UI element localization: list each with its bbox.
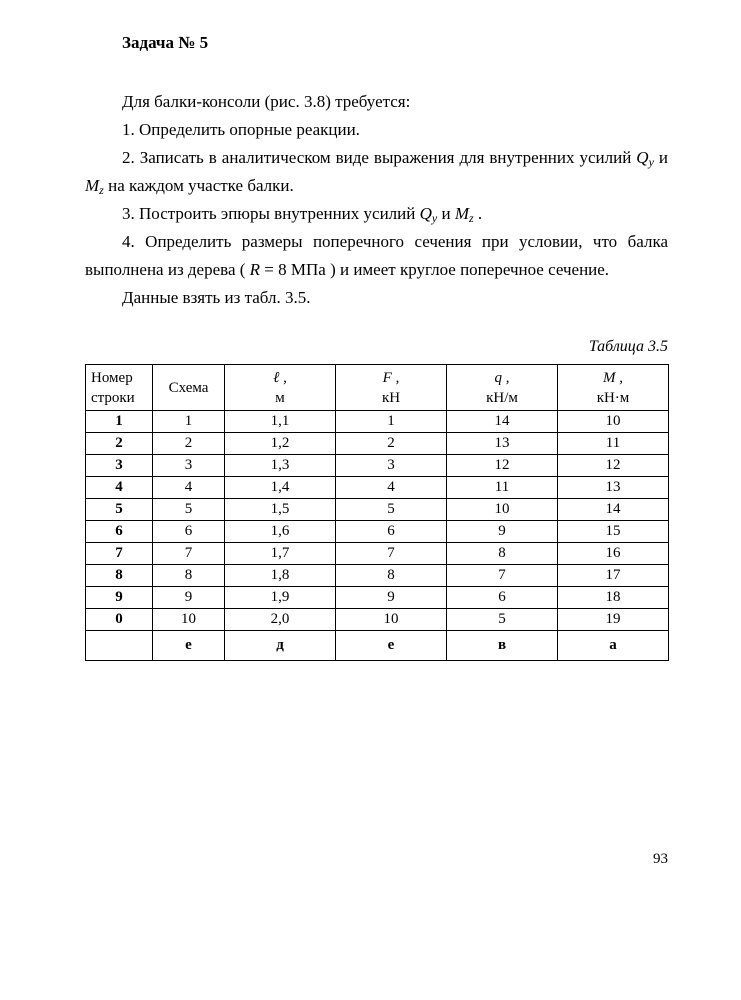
table-cell: е xyxy=(336,631,447,661)
column-header xyxy=(225,365,336,411)
table-row xyxy=(86,455,669,477)
table-cell: 7 xyxy=(86,543,153,565)
paragraph xyxy=(85,144,668,200)
table-cell: 10 xyxy=(447,499,558,521)
table-cell: 2 xyxy=(86,433,153,455)
column-header xyxy=(447,365,558,411)
table-cell: 6 xyxy=(336,521,447,543)
text-run: на каждом участке балки. xyxy=(103,176,294,195)
table-row xyxy=(86,609,669,631)
text-run: 4. Определить размеры поперечного сечения при условии, что балка выполнена из дерева ( xyxy=(85,232,668,279)
table-cell: 5 xyxy=(336,499,447,521)
text-run: Номер xyxy=(91,369,133,386)
text-run: кН xyxy=(381,389,401,406)
table-cell: 1,2 xyxy=(225,433,336,455)
table-cell: 9 xyxy=(447,521,558,543)
text-run: и xyxy=(653,148,668,167)
table-row xyxy=(86,433,669,455)
table-row xyxy=(86,411,669,433)
table-cell: 7 xyxy=(447,565,558,587)
paragraph xyxy=(85,284,668,312)
table-cell: 1,1 xyxy=(225,411,336,433)
table-cell: 1,3 xyxy=(225,455,336,477)
table-cell: 1,6 xyxy=(225,521,336,543)
data-table xyxy=(85,364,669,661)
table-cell: 1,7 xyxy=(225,543,336,565)
math-var: M xyxy=(603,369,616,386)
table-cell: 6 xyxy=(153,521,225,543)
table-cell: 19 xyxy=(558,609,669,631)
table-cell: 8 xyxy=(447,543,558,565)
math-var: ℓ xyxy=(273,369,280,386)
math-var: M xyxy=(85,176,100,195)
table-cell: 11 xyxy=(447,477,558,499)
column-header xyxy=(86,365,153,411)
table-cell: 9 xyxy=(153,587,225,609)
paragraph xyxy=(85,88,668,116)
math-subscript: z xyxy=(99,183,104,197)
text-run: . xyxy=(473,204,483,223)
table-caption: Таблица 3.5 xyxy=(588,338,668,355)
table-cell: 3 xyxy=(153,455,225,477)
table-row xyxy=(86,543,669,565)
paragraph xyxy=(85,228,668,284)
table-cell: 10 xyxy=(153,609,225,631)
table-row xyxy=(86,587,669,609)
table-cell: 3 xyxy=(336,455,447,477)
table-cell: 1,5 xyxy=(225,499,336,521)
table-cell: 6 xyxy=(86,521,153,543)
column-header xyxy=(336,365,447,411)
table-row xyxy=(86,521,669,543)
table-cell: 18 xyxy=(558,587,669,609)
table-cell: 17 xyxy=(558,565,669,587)
table-cell: 4 xyxy=(336,477,447,499)
math-subscript: z xyxy=(469,211,474,225)
table-cell: 1,9 xyxy=(225,587,336,609)
table-cell: 11 xyxy=(558,433,669,455)
table-cell: в xyxy=(447,631,558,661)
table-cell: 0 xyxy=(86,609,153,631)
text-run: Для балки-консоли (рис. 3.8) требуется: xyxy=(122,92,411,111)
text-run: Данные взять из табл. 3.5. xyxy=(122,288,311,307)
table-cell: 14 xyxy=(447,411,558,433)
math-var: F xyxy=(382,369,392,386)
table-cell: 2,0 xyxy=(225,609,336,631)
text-run: 2. Записать в аналитическом виде выражения для внутренних усилий xyxy=(122,148,637,167)
text-run: , xyxy=(615,369,623,386)
table-cell: 16 xyxy=(558,543,669,565)
table-cell: 12 xyxy=(558,455,669,477)
column-header xyxy=(558,365,669,411)
column-header xyxy=(153,365,225,411)
table-cell: 5 xyxy=(447,609,558,631)
table-cell: 1 xyxy=(336,411,447,433)
problem-statement xyxy=(85,88,668,312)
table-cell: 8 xyxy=(86,565,153,587)
table-cell: 9 xyxy=(86,587,153,609)
paragraph xyxy=(85,116,668,144)
table-cell xyxy=(86,631,153,661)
text-run: Схема xyxy=(168,379,209,396)
math-var: Q xyxy=(636,148,649,167)
table-cell: 5 xyxy=(153,499,225,521)
table-cell: 13 xyxy=(447,433,558,455)
table-footer-row xyxy=(86,631,669,661)
math-subscript: y xyxy=(431,211,438,225)
table-cell: 10 xyxy=(336,609,447,631)
table-cell: 7 xyxy=(336,543,447,565)
paragraph xyxy=(85,200,668,228)
table-row xyxy=(86,499,669,521)
table-cell: 9 xyxy=(336,587,447,609)
math-var: Q xyxy=(419,204,432,223)
text-run: 3. Построить эпюры внутренних усилий xyxy=(122,204,420,223)
table-row xyxy=(86,565,669,587)
table-cell: 1,8 xyxy=(225,565,336,587)
text-run: строки xyxy=(91,389,135,406)
table-cell: 13 xyxy=(558,477,669,499)
table-cell: 6 xyxy=(447,587,558,609)
text-run: 1. Определить опорные реакции. xyxy=(122,120,360,139)
text-run: кН/м xyxy=(486,389,518,406)
table-cell: 15 xyxy=(558,521,669,543)
math-var: R xyxy=(249,260,261,279)
table-cell: а xyxy=(558,631,669,661)
table-cell: 8 xyxy=(336,565,447,587)
table-cell: 8 xyxy=(153,565,225,587)
text-run: кН·м xyxy=(596,389,630,406)
text-run: , xyxy=(502,369,510,386)
table-cell: 4 xyxy=(86,477,153,499)
math-var: q xyxy=(494,369,502,386)
text-run: , xyxy=(391,369,400,386)
text-run: и xyxy=(437,204,455,223)
math-subscript: y xyxy=(648,155,654,169)
table-cell: 2 xyxy=(153,433,225,455)
page-title: Задача № 5 xyxy=(122,33,209,52)
table-cell: 1 xyxy=(86,411,153,433)
table-cell: д xyxy=(225,631,336,661)
table-cell: 2 xyxy=(336,433,447,455)
table-cell: 12 xyxy=(447,455,558,477)
page-number: 93 xyxy=(653,851,668,867)
table-header-row xyxy=(86,365,669,411)
table-row xyxy=(86,477,669,499)
table-cell: 4 xyxy=(153,477,225,499)
text-run: м xyxy=(275,389,285,406)
math-var: M xyxy=(454,204,469,223)
text-run: = 8 МПа ) и имеет круглое поперечное сечение. xyxy=(260,260,610,279)
table-cell: 5 xyxy=(86,499,153,521)
table-cell: 14 xyxy=(558,499,669,521)
table-cell: 7 xyxy=(153,543,225,565)
text-run: , xyxy=(279,369,287,386)
table-cell: 1,4 xyxy=(225,477,336,499)
table-cell: е xyxy=(153,631,225,661)
table-cell: 10 xyxy=(558,411,669,433)
table-cell: 3 xyxy=(86,455,153,477)
table-cell: 1 xyxy=(153,411,225,433)
